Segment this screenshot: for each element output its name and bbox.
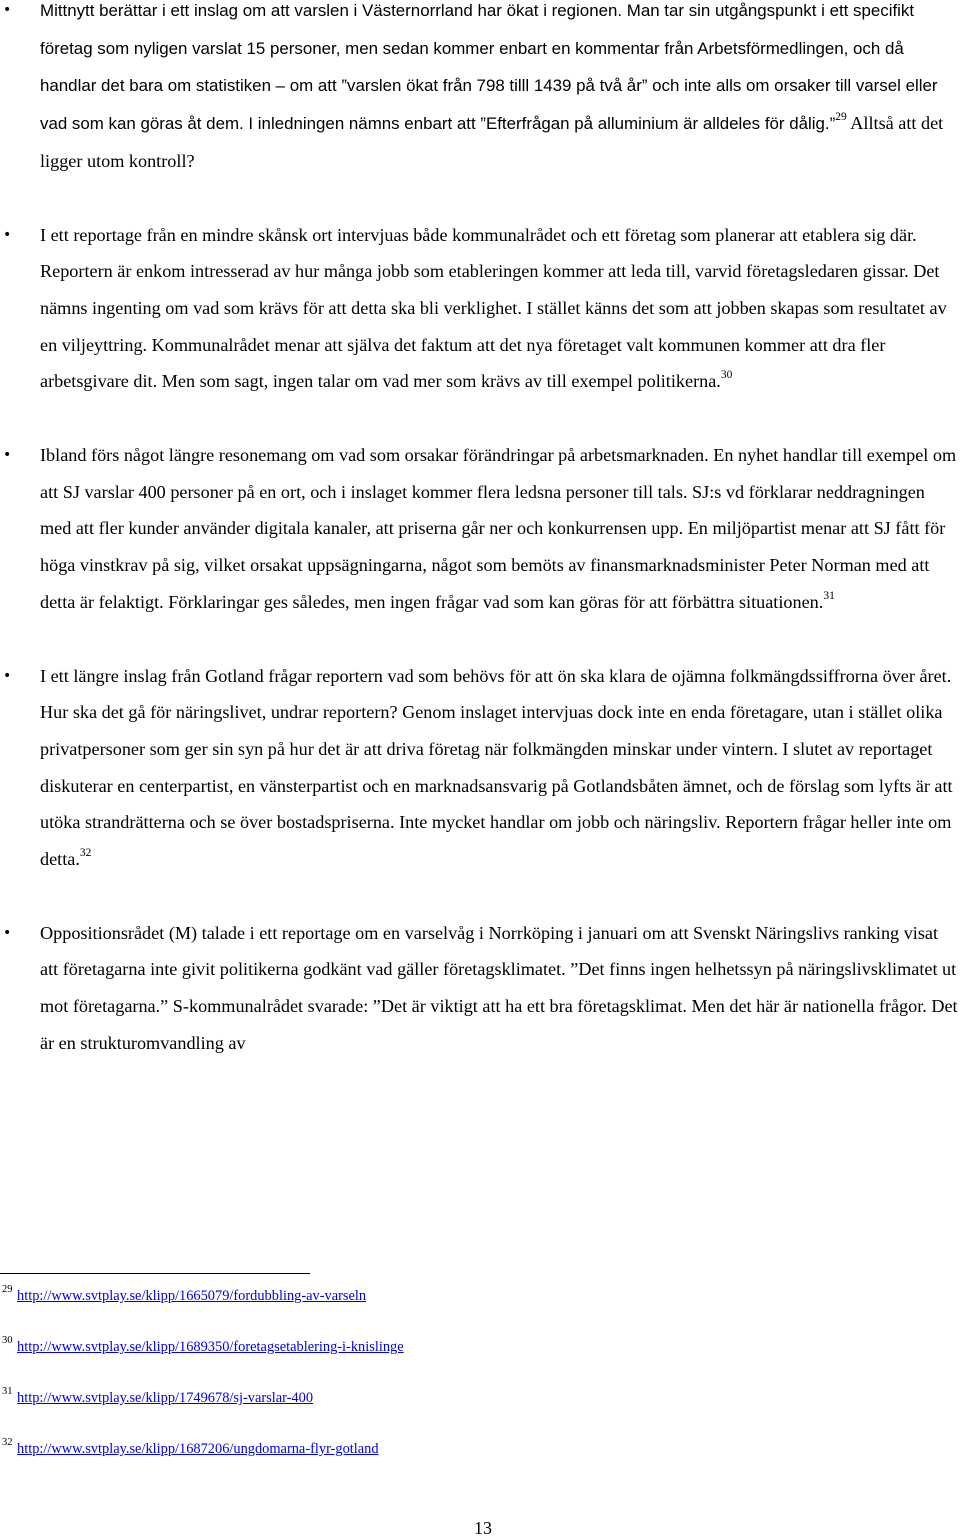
bullet-text: I ett längre inslag från Gotland frågar reportern vad som behövs för att ön ska klara de ojämna folkmängdssiffrorna över året. Hur ska det gå för näringslivet, undrar reportern? Genom inslaget intervjuas dock inte en enda företagare, utan i stället olika privatpersoner som ger sin syn på hur det är att driva företag när folkmängden minskar under vintern. I slutet av reportaget diskuterar en centerpartist, en vänsterpartist och en marknadsansvarig på Gotlandsbåten ämnet, och de förslag som lyfts är att utöka strandrätterna och se över bostadspriserna. Inte mycket handlar om jobb och näringsliv. Reportern frågar heller inte om detta. <box>40 665 953 870</box>
bullet-text-sans: Mittnytt berättar i ett inslag om att varslen i Västernorrland har ökat i regionen. Man tar sin utgångspunkt i ett specifikt företag som nyligen varslat 15 personer, men sedan kommer enbart en kommentar från Arbetsförmedlingen, och då handlar det bara om statistiken – om att ”varslen ökat från 798 tilll 1439 på två år” och inte alls om orsaker till varsel eller vad som kan göras åt dem. I inledningen nämns enbart att ”Efterfrågan på alluminium är alldeles för dålig.” <box>40 1 938 134</box>
footnote <box>0 1337 700 1388</box>
bullet-text: Oppositionsrådet (M) talade i ett reportage om en varselvåg i Norrköping i januari om att Svenskt Näringslivs ranking visat att företagarna inte givit politikerna godkänt vad gäller företagsklimatet. ”Det finns ingen helhetssyn på näringslivsklimatet ut mot företagarna.” S-kommunalrådet svarade: ”Det är viktigt att ha ett bra företagsklimat. Men det här är nationella frågor. Det är en strukturomvandling av <box>40 922 958 1053</box>
footnote-link[interactable]: http://www.svtplay.se/klipp/1689350/foretagsetablering-i-knislinge <box>17 1339 404 1355</box>
footnote-ref[interactable]: 31 <box>823 589 835 602</box>
footnote-link[interactable]: http://www.svtplay.se/klipp/1665079/fordubbling-av-varseln <box>17 1288 367 1304</box>
footnote-ref[interactable]: 29 <box>835 111 847 124</box>
bullet-item <box>0 915 958 1062</box>
footnote-ref[interactable]: 30 <box>720 369 733 382</box>
footnote <box>0 1388 700 1439</box>
bullet-item <box>0 658 958 878</box>
footnote <box>0 1286 700 1337</box>
footnote-link[interactable]: http://www.svtplay.se/klipp/1687206/ungdomarna-flyr-gotland <box>17 1441 379 1457</box>
bullet-text: Ibland förs något längre resonemang om vad som orsakar förändringar på arbetsmarknaden. En nyhet handlar till exempel om att SJ varslar 400 personer på en ort, och i inslaget kommer flera ledsna personer till tals. SJ:s vd förklarar neddragningen med att fler kunder använder digitala kanaler, att priserna går ner och konkurrensen upp. En miljöpartist menar att SJ fått för höga vinstkrav på sig, vilket orsakat uppsägningarna, något som bemöts av finansmarknadsminister Peter Norman med att detta är felaktigt. Förklaringar ges således, men ingen frågar vad som kan göras för att förbättra situationen. <box>40 445 957 612</box>
footnote-separator <box>0 1273 310 1274</box>
footnote-number: 32 <box>2 1437 13 1448</box>
footnote-number: 29 <box>2 1284 13 1295</box>
bullet-item <box>0 217 958 401</box>
bullet-text-serif: Alltså att det ligger utom kontroll? <box>40 113 944 171</box>
footnote-ref[interactable]: 32 <box>79 847 92 860</box>
footnote-number: 30 <box>2 1335 13 1346</box>
footnote-link[interactable]: http://www.svtplay.se/klipp/1749678/sj-varslar-400 <box>17 1390 314 1406</box>
bullet-text: I ett reportage från en mindre skånsk ort intervjuas både kommunalrådet och ett företag som planerar att etablera sig där. Reportern är enkom intresserad av hur många jobb som etableringen kommer att leda till, varvid företagsledaren gissar. Det nämns ingenting om vad som krävs för att detta ska bli verklighet. I stället känns det som att jobben skapas som resultatet av en viljeyttring. Kommunalrådet menar att själva det faktum att det nya företaget valt kommunen kommer att dra fler arbetsgivare dit. Men som sagt, ingen talar om vad mer som krävs av till exempel politikerna. <box>40 224 947 392</box>
footnote <box>0 1439 700 1490</box>
bullet-item <box>0 0 958 180</box>
bullet-item <box>0 437 958 621</box>
footnote-list <box>0 1286 700 1490</box>
page-number: 13 <box>474 1518 492 1538</box>
footnote-number: 31 <box>2 1386 13 1397</box>
